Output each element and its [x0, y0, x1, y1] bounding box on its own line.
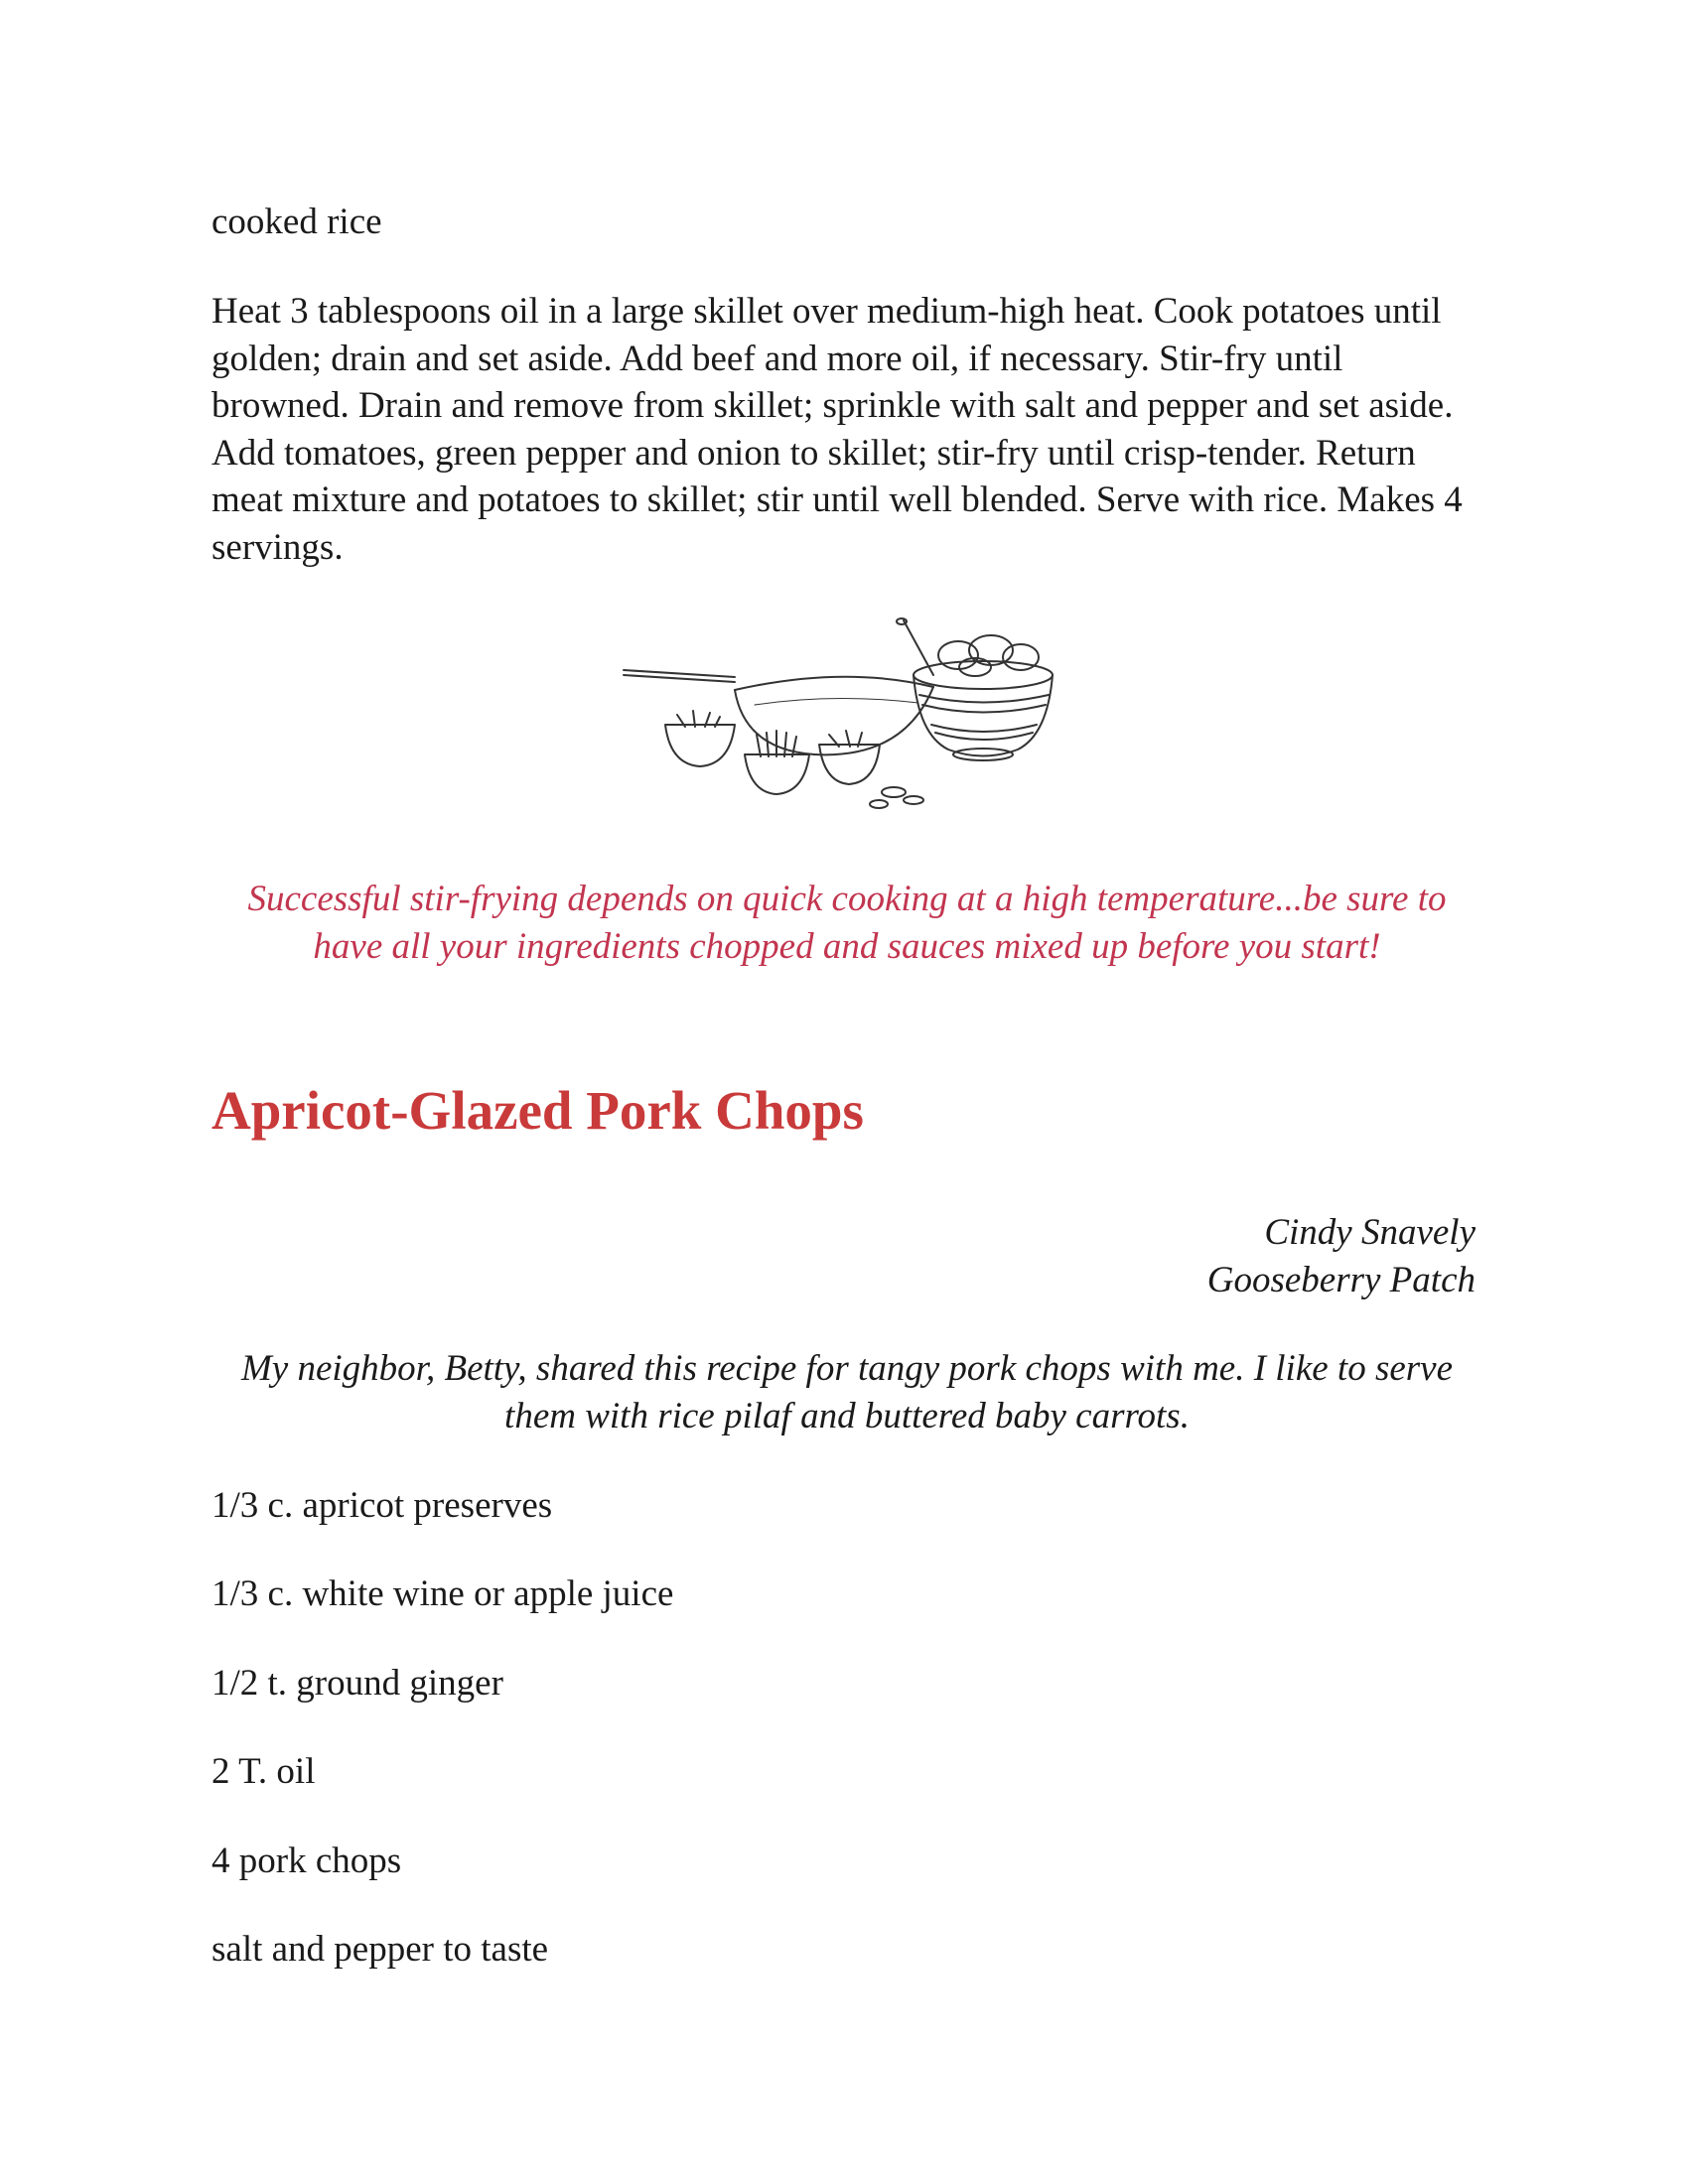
recipe-byline: [211, 1209, 1476, 1304]
recipe-author: Cindy Snavely: [1264, 1212, 1476, 1253]
recipe-source: Gooseberry Patch: [1206, 1260, 1476, 1300]
recipe-intro: My neighbor, Betty, shared this recipe for tangy pork chops with me. I like to serve them with rice pilaf and buttered baby carrots.: [240, 1348, 1454, 1436]
stir-fry-tip: Successful stir-frying depends on quick cooking at a high temperature...be sure to have all your ingredients chopped and sauces mixed up before you start!: [247, 879, 1447, 967]
ingredient-item: 1/3 c. apricot preserves: [211, 1485, 553, 1526]
ingredient-item: salt and pepper to taste: [211, 1929, 549, 1970]
ingredient-item: 4 pork chops: [211, 1841, 402, 1881]
ingredient-cooked-rice: cooked rice: [211, 202, 382, 242]
recipe-title: Apricot-Glazed Pork Chops: [211, 1080, 864, 1141]
ingredient-item: 1/2 t. ground ginger: [211, 1663, 503, 1704]
ingredient-item: 2 T. oil: [211, 1751, 316, 1792]
ingredient-item: 1/3 c. white wine or apple juice: [211, 1573, 674, 1614]
directions-paragraph: Heat 3 tablespoons oil in a large skillet over medium-high heat. Cook potatoes until golden; drain and set aside. Add beef and more oil, if necessary. Stir-fry until browned. Drain and remove from skillet; sprinkle with salt and pepper and set aside. Add tomatoes, green pepper and onion to skillet; stir-fry until crisp-tender. Return meat mixture and potatoes to skillet; stir until well blended. Serve with rice. Makes 4 servings.: [211, 291, 1463, 568]
kitchen-bowls-illustration: [616, 615, 1062, 819]
